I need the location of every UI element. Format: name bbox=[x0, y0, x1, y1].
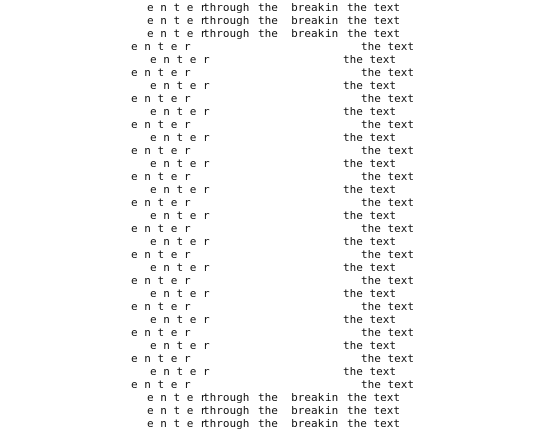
poem-word-enter: e n t e r bbox=[131, 92, 191, 105]
poem-word-enter: e n t e r bbox=[131, 170, 191, 183]
poem-line bbox=[0, 118, 540, 131]
poem-word-the-break: the break bbox=[258, 14, 325, 27]
poem-word-the-text: the text bbox=[361, 222, 414, 235]
poem-word-the-text: the text bbox=[343, 183, 396, 196]
poem-word-enter: e n t e r bbox=[150, 79, 210, 92]
poem-word-the-text: the text bbox=[361, 326, 414, 339]
poem-line bbox=[0, 313, 540, 326]
poem-word-in: in bbox=[325, 1, 339, 14]
poem-word-the-text: the text bbox=[361, 144, 414, 157]
poem-word-enter: e n t e r bbox=[147, 417, 207, 430]
poem-word-enter: e n t e r bbox=[131, 352, 191, 365]
poem-word-the-text: the text bbox=[343, 209, 396, 222]
poem-word-enter: e n t e r bbox=[131, 326, 191, 339]
poem-word-the-text: the text bbox=[343, 235, 396, 248]
poem-word-the-text: the text bbox=[361, 300, 414, 313]
poem-line bbox=[0, 14, 540, 27]
poem-word-through: through bbox=[203, 1, 250, 14]
poem-word-through: through bbox=[203, 404, 250, 417]
poem-word-the-break: the break bbox=[258, 1, 325, 14]
poem-word-enter: e n t e r bbox=[147, 1, 207, 14]
poem-line bbox=[0, 183, 540, 196]
poem-line bbox=[0, 352, 540, 365]
poem-line bbox=[0, 40, 540, 53]
poem-word-the-text: the text bbox=[343, 287, 396, 300]
poem-line bbox=[0, 92, 540, 105]
poem-line bbox=[0, 365, 540, 378]
poem-word-enter: e n t e r bbox=[131, 144, 191, 157]
poem-word-enter: e n t e r bbox=[150, 287, 210, 300]
poem-word-enter: e n t e r bbox=[150, 339, 210, 352]
poem-word-the-text: the text bbox=[361, 92, 414, 105]
poem-word-the-text: the text bbox=[361, 66, 414, 79]
poem-line bbox=[0, 391, 540, 404]
poem-word-through: through bbox=[203, 14, 250, 27]
poem-line bbox=[0, 287, 540, 300]
poem-line bbox=[0, 274, 540, 287]
poem-word-enter: e n t e r bbox=[150, 157, 210, 170]
poem-word-enter: e n t e r bbox=[150, 365, 210, 378]
poem-word-the-text: the text bbox=[343, 365, 396, 378]
poem-line bbox=[0, 66, 540, 79]
poem-word-in: in bbox=[325, 417, 339, 430]
poem-line bbox=[0, 326, 540, 339]
poem-word-enter: e n t e r bbox=[150, 105, 210, 118]
poem-line bbox=[0, 209, 540, 222]
poem-word-the-text: the text bbox=[361, 378, 414, 391]
poem-word-enter: e n t e r bbox=[147, 27, 207, 40]
poem-word-the-text: the text bbox=[347, 391, 400, 404]
poem-word-the-text: the text bbox=[361, 248, 414, 261]
poem-word-the-text: the text bbox=[361, 274, 414, 287]
poem-line bbox=[0, 131, 540, 144]
poem-word-enter: e n t e r bbox=[150, 183, 210, 196]
poem-line bbox=[0, 53, 540, 66]
poem-word-the-break: the break bbox=[258, 391, 325, 404]
poem-line bbox=[0, 248, 540, 261]
poem-line bbox=[0, 339, 540, 352]
poem-word-enter: e n t e r bbox=[131, 196, 191, 209]
poem-word-the-break: the break bbox=[258, 404, 325, 417]
poem-word-the-text: the text bbox=[361, 40, 414, 53]
poem-line bbox=[0, 235, 540, 248]
poem-line bbox=[0, 1, 540, 14]
poem-line bbox=[0, 144, 540, 157]
poem-word-enter: e n t e r bbox=[131, 274, 191, 287]
poem-word-the-text: the text bbox=[343, 339, 396, 352]
poem-word-enter: e n t e r bbox=[147, 404, 207, 417]
poem-word-enter: e n t e r bbox=[131, 248, 191, 261]
poem-line bbox=[0, 417, 540, 430]
poem-word-the-text: the text bbox=[347, 404, 400, 417]
poem-line bbox=[0, 378, 540, 391]
poem-word-enter: e n t e r bbox=[147, 14, 207, 27]
poem-word-enter: e n t e r bbox=[131, 222, 191, 235]
poem-word-enter: e n t e r bbox=[131, 300, 191, 313]
poem-word-the-text: the text bbox=[347, 27, 400, 40]
poem-line bbox=[0, 222, 540, 235]
poem-line bbox=[0, 196, 540, 209]
poem-word-the-text: the text bbox=[347, 1, 400, 14]
poem-word-the-text: the text bbox=[347, 14, 400, 27]
poem-line bbox=[0, 27, 540, 40]
poem-word-enter: e n t e r bbox=[131, 40, 191, 53]
poem-word-enter: e n t e r bbox=[131, 118, 191, 131]
poem-word-the-text: the text bbox=[361, 118, 414, 131]
poem-line bbox=[0, 170, 540, 183]
poem-word-enter: e n t e r bbox=[150, 131, 210, 144]
poem-word-in: in bbox=[325, 391, 339, 404]
poem-word-enter: e n t e r bbox=[150, 235, 210, 248]
poem-word-enter: e n t e r bbox=[147, 391, 207, 404]
poem-word-the-text: the text bbox=[361, 196, 414, 209]
poem-word-the-break: the break bbox=[258, 417, 325, 430]
poem-line bbox=[0, 79, 540, 92]
poem-word-the-break: the break bbox=[258, 27, 325, 40]
poem-word-in: in bbox=[325, 14, 339, 27]
poem-word-the-text: the text bbox=[343, 53, 396, 66]
poem-word-the-text: the text bbox=[343, 157, 396, 170]
poem-word-the-text: the text bbox=[343, 105, 396, 118]
poem-word-enter: e n t e r bbox=[150, 209, 210, 222]
poem-word-the-text: the text bbox=[343, 131, 396, 144]
poem-line bbox=[0, 300, 540, 313]
poem-word-through: through bbox=[203, 27, 250, 40]
poem-word-the-text: the text bbox=[347, 417, 400, 430]
poem-word-enter: e n t e r bbox=[131, 378, 191, 391]
poem-line bbox=[0, 404, 540, 417]
poem-word-enter: e n t e r bbox=[131, 66, 191, 79]
poem-word-enter: e n t e r bbox=[150, 313, 210, 326]
poem-line bbox=[0, 261, 540, 274]
poem-word-through: through bbox=[203, 417, 250, 430]
poem-word-through: through bbox=[203, 391, 250, 404]
poem-word-the-text: the text bbox=[343, 313, 396, 326]
poem-word-the-text: the text bbox=[361, 170, 414, 183]
poem-word-the-text: the text bbox=[343, 261, 396, 274]
poem-line bbox=[0, 157, 540, 170]
poem-word-enter: e n t e r bbox=[150, 53, 210, 66]
poem-word-in: in bbox=[325, 27, 339, 40]
poem-word-the-text: the text bbox=[361, 352, 414, 365]
poem-word-in: in bbox=[325, 404, 339, 417]
poem-word-enter: e n t e r bbox=[150, 261, 210, 274]
poem-word-the-text: the text bbox=[343, 79, 396, 92]
poem-line bbox=[0, 105, 540, 118]
